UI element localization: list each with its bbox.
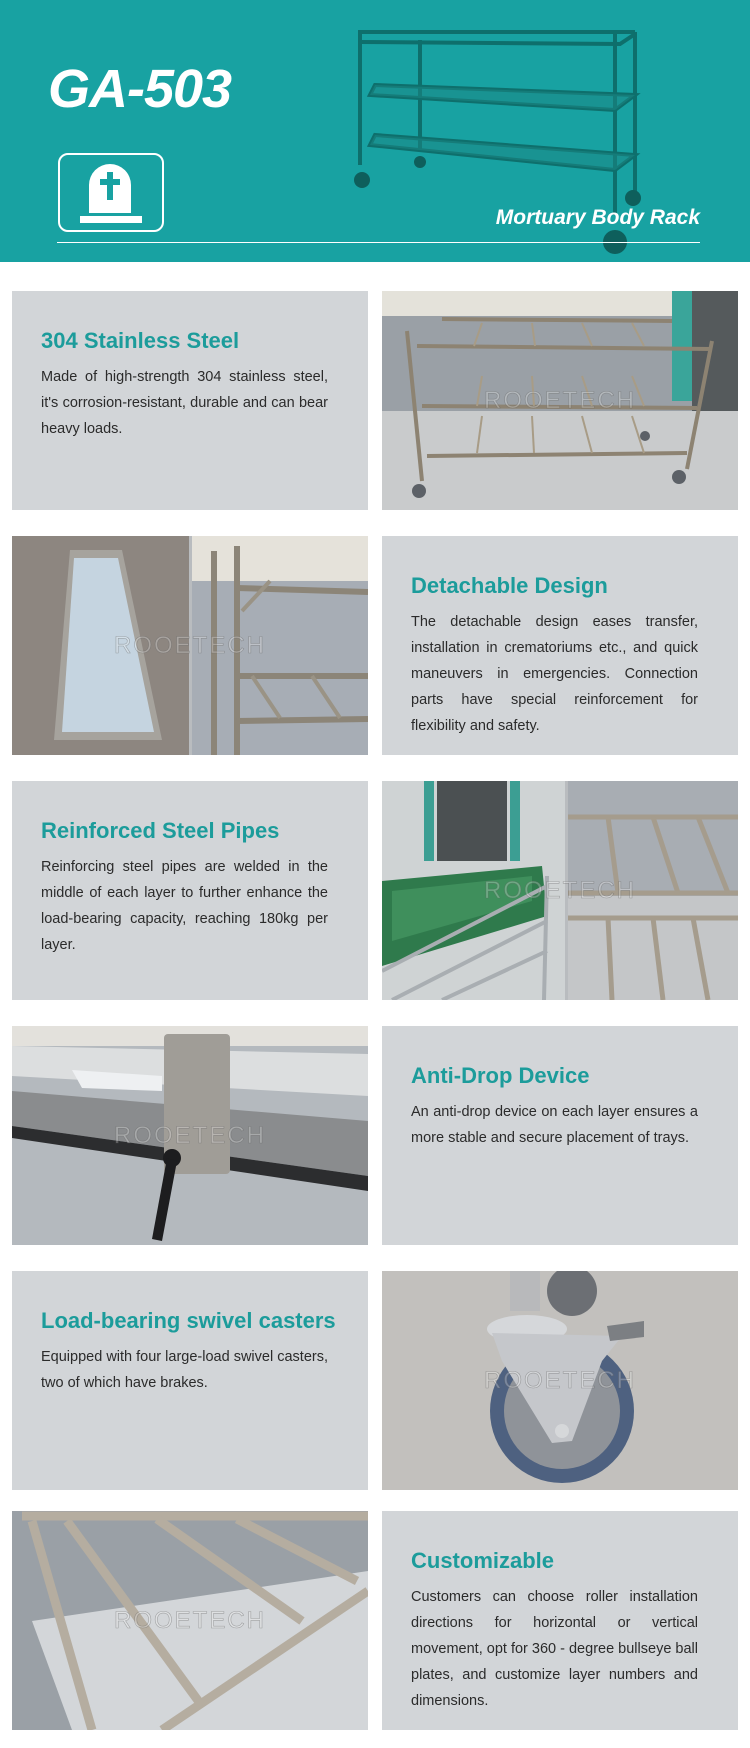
watermark: ROOETECH (483, 386, 636, 414)
feature-description: An anti-drop device on each layer ensures a more stable and secure placement of trays. (411, 1104, 698, 1147)
photo-stainless-rack (382, 291, 738, 510)
feature-card-detachable-design (382, 536, 738, 755)
feature-title: Load-bearing swivel casters (41, 1308, 336, 1333)
watermark: ROOETECH (113, 1606, 266, 1634)
photo-swivel-caster (382, 1271, 738, 1490)
photo-anti-drop-device (12, 1026, 368, 1245)
photo-customizable-layer (12, 1511, 368, 1730)
feature-card-customizable (382, 1511, 738, 1730)
photo-reinforced-pipes (382, 781, 738, 1000)
header-divider (57, 242, 700, 243)
feature-card-anti-drop (382, 1026, 738, 1245)
tombstone-icon-box (58, 153, 164, 232)
watermark: ROOETECH (113, 1121, 266, 1149)
feature-title: Customizable (411, 1548, 555, 1573)
feature-title: Detachable Design (411, 573, 608, 598)
photo-detachable-parts (12, 536, 368, 755)
feature-description: Equipped with four large-load swivel casters, two of which have brakes. (41, 1349, 328, 1392)
product-subtitle: Mortuary Body Rack (495, 206, 700, 229)
feature-card-swivel-casters (12, 1271, 368, 1490)
feature-description: The detachable design eases transfer, installation in crematoriums etc., and quick maneuvers in emergencies. Connection parts have special reinforcement for flexibility and safety. (411, 614, 698, 735)
feature-card-stainless-steel (12, 291, 368, 510)
feature-description: Made of high-strength 304 stainless steel, it's corrosion-resistant, durable and can bear heavy loads. (41, 369, 328, 438)
watermark: ROOETECH (113, 631, 266, 659)
feature-title: 304 Stainless Steel (41, 328, 240, 353)
tombstone-cross-icon (60, 155, 162, 230)
feature-title: Reinforced Steel Pipes (41, 818, 280, 843)
watermark: ROOETECH (483, 1366, 636, 1394)
model-number: GA-503 (48, 59, 232, 119)
watermark: ROOETECH (483, 876, 636, 904)
header-banner (0, 0, 750, 262)
feature-card-reinforced-pipes (12, 781, 368, 1000)
feature-description: Customers can choose roller installation directions for horizontal or vertical movement, opt for 360 - degree bullseye ball plates, and customize layer numbers and dimensions. (411, 1589, 698, 1710)
feature-description: Reinforcing steel pipes are welded in the middle of each layer to further enhance the load-bearing capacity, reaching 180kg per layer. (41, 859, 328, 954)
feature-title: Anti-Drop Device (411, 1063, 590, 1088)
